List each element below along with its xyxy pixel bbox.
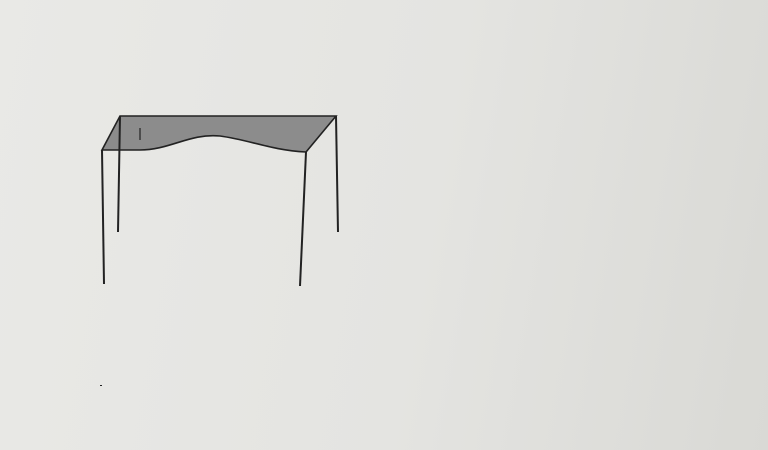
thickness-fraction <box>100 385 102 386</box>
leg-d <box>102 150 104 284</box>
fraction-numerator <box>100 385 102 386</box>
paragraph-line-4 <box>100 376 102 392</box>
leg-c <box>300 152 306 286</box>
leg-b <box>336 116 338 232</box>
table-top <box>102 116 336 152</box>
